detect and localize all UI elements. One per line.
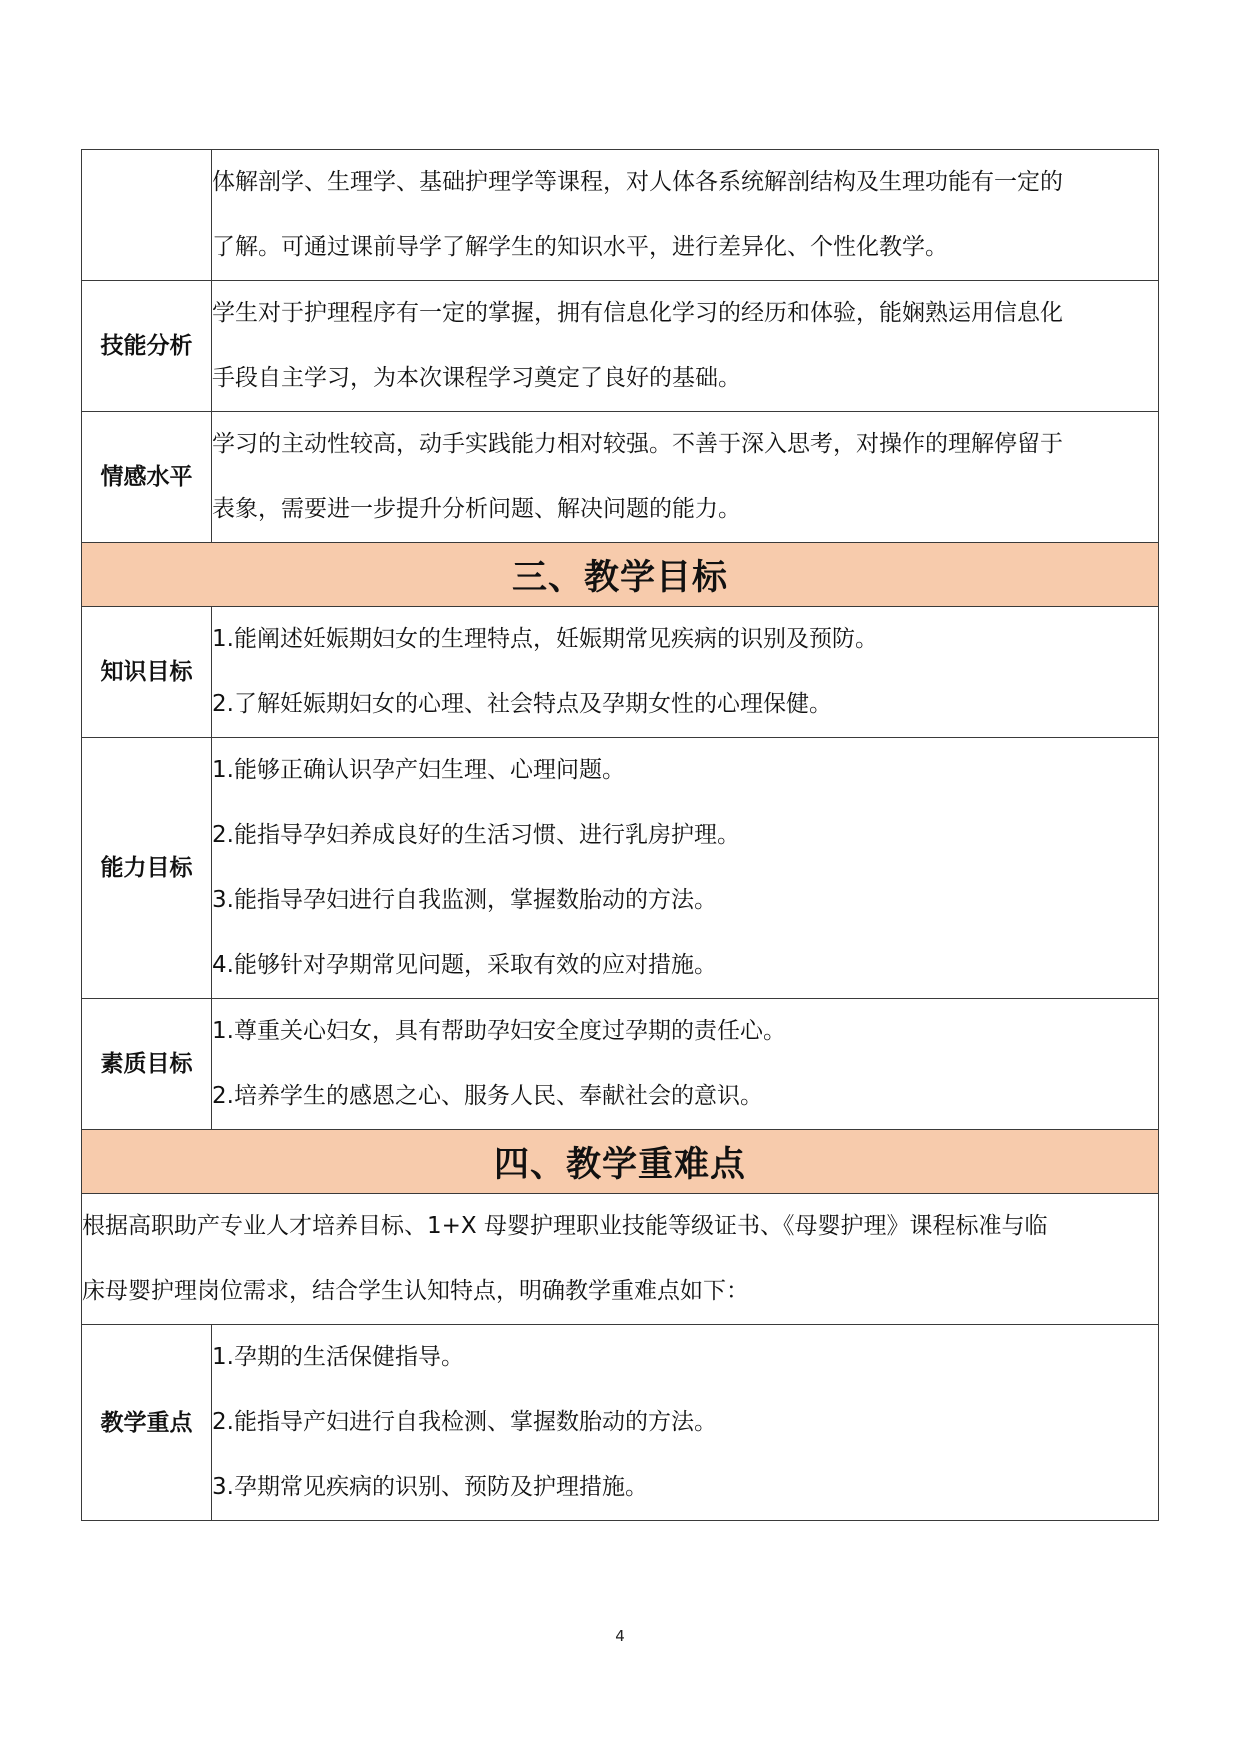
table-row-skills [82, 281, 1159, 412]
section-title: 三、教学目标 [82, 543, 1159, 607]
lesson-plan-table [81, 149, 1159, 1521]
row-label-knowledge: 知识目标 [82, 607, 212, 738]
text-line: 2.能指导产妇进行自我检测、掌握数胎动的方法。 [212, 1409, 717, 1435]
text-line: 2.了解妊娠期妇女的心理、社会特点及孕期女性的心理保健。 [212, 691, 832, 717]
text-line: 1.能够正确认识孕产妇生理、心理问题。 [212, 757, 625, 783]
text-line: 手段自主学习，为本次课程学习奠定了良好的基础。 [212, 365, 741, 391]
text-line: 学生对于护理程序有一定的掌握，拥有信息化学习的经历和体验，能娴熟运用信息化 [212, 300, 1063, 326]
text-line: 了解。可通过课前导学了解学生的知识水平，进行差异化、个性化教学。 [212, 234, 948, 260]
row-label-quality: 素质目标 [82, 999, 212, 1130]
knowledge-text-cell [212, 607, 1159, 738]
row-label-emotion: 情感水平 [82, 412, 212, 543]
page-number: 4 [615, 1627, 625, 1645]
text-line: 2.能指导孕妇养成良好的生活习惯、进行乳房护理。 [212, 822, 740, 848]
table-row-emotion [82, 412, 1159, 543]
skills-text-cell [212, 281, 1159, 412]
emotion-text-cell [212, 412, 1159, 543]
text-line: 4.能够针对孕期常见问题，采取有效的应对措施。 [212, 952, 717, 978]
table-row-quality [82, 999, 1159, 1130]
text-line: 学习的主动性较高，动手实践能力相对较强。不善于深入思考，对操作的理解停留于 [212, 431, 1063, 457]
section-header-objectives [82, 543, 1159, 607]
table-row-ability [82, 738, 1159, 999]
text-line: 1.能阐述妊娠期妇女的生理特点，妊娠期常见疾病的识别及预防。 [212, 626, 878, 652]
text-line: 床母婴护理岗位需求，结合学生认知特点，明确教学重难点如下： [82, 1278, 749, 1304]
text-line: 表象，需要进一步提升分析问题、解决问题的能力。 [212, 496, 741, 522]
text-line: 3.能指导孕妇进行自我监测，掌握数胎动的方法。 [212, 887, 717, 913]
text-line: 3.孕期常见疾病的识别、预防及护理措施。 [212, 1474, 648, 1500]
section-title: 四、教学重难点 [82, 1130, 1159, 1194]
continued-text-cell [212, 150, 1159, 281]
text-line: 体解剖学、生理学、基础护理学等课程，对人体各系统解剖结构及生理功能有一定的 [212, 169, 1063, 195]
empty-label-cell [82, 150, 212, 281]
quality-text-cell [212, 999, 1159, 1130]
table-row-intro [82, 1194, 1159, 1325]
table-row-continued [82, 150, 1159, 281]
section-header-key-points [82, 1130, 1159, 1194]
text-line: 1.尊重关心妇女，具有帮助孕妇安全度过孕期的责任心。 [212, 1018, 786, 1044]
row-label-key-points: 教学重点 [82, 1325, 212, 1521]
key-points-text-cell [212, 1325, 1159, 1521]
text-line: 1.孕期的生活保健指导。 [212, 1344, 464, 1370]
table-row-key-points [82, 1325, 1159, 1521]
ability-text-cell [212, 738, 1159, 999]
text-line: 根据高职助产专业人才培养目标、1+X 母婴护理职业技能等级证书、《母婴护理》课程标准与临 [82, 1213, 1048, 1239]
table-row-knowledge [82, 607, 1159, 738]
text-line: 2.培养学生的感恩之心、服务人民、奉献社会的意识。 [212, 1083, 763, 1109]
row-label-skills: 技能分析 [82, 281, 212, 412]
row-label-ability: 能力目标 [82, 738, 212, 999]
intro-text-cell [82, 1194, 1159, 1325]
